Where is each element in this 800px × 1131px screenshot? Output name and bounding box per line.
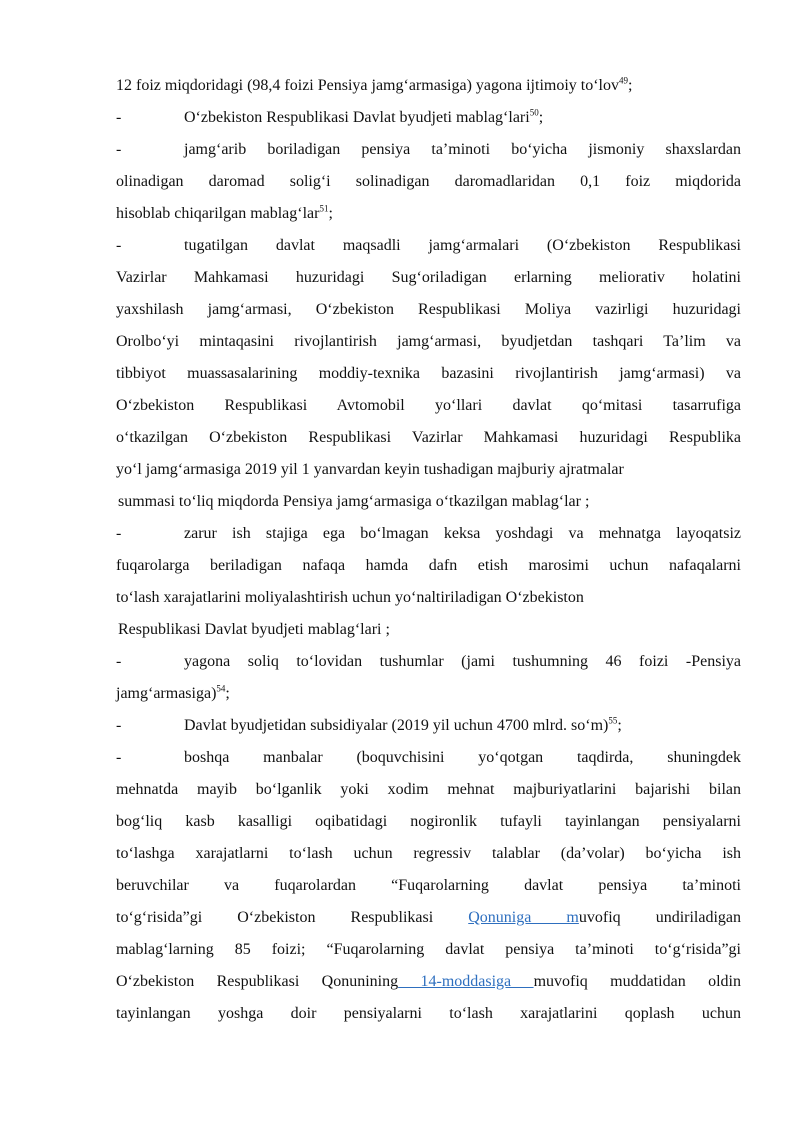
text: O‘zbekiston Respublikasi Davlat byudjeti mablag‘lari$^{50}$; bbox=[184, 107, 544, 126]
document-page bbox=[116, 70, 741, 1030]
bullet-dash: - bbox=[116, 109, 122, 126]
text: yagona soliq to‘lovidan tushumlar (jami tushumning 46 foizi -Pensiya bbox=[184, 653, 741, 670]
text: tugatilgan davlat maqsadli jamg‘armalari (O‘zbekiston Respublikasi bbox=[184, 237, 741, 254]
bullet-item bbox=[116, 518, 741, 550]
text-line: yaxshilash jamg‘armasi, O‘zbekiston Respublikasi Moliya vazirligi huzuridagi bbox=[116, 301, 741, 318]
text-line: Vazirlar Mahkamasi huzuridagi Sug‘oriladigan erlarning meliorativ holatini bbox=[116, 269, 741, 286]
bullet-item bbox=[116, 710, 741, 742]
bullet-item bbox=[116, 102, 741, 134]
bullet-dash: - bbox=[116, 653, 122, 670]
article-link[interactable]: 14-moddasiga bbox=[398, 973, 534, 990]
text: ; bbox=[628, 77, 633, 94]
text: jamg‘arib boriladigan pensiya ta’minoti bo‘yicha jismoniy shaxslardan bbox=[184, 141, 741, 158]
text-line: Orolbo‘yi mintaqasini rivojlantirish jamg‘armasi, byudjetdan tashqari Ta’lim va bbox=[116, 333, 741, 350]
text-line: tayinlangan yoshga doir pensiyalarni to‘lash xarajatlarini qoplash uchun bbox=[116, 1005, 741, 1022]
text-line: to‘lashga xarajatlarni to‘lash uchun regressiv talablar (da’volar) bo‘yicha ish bbox=[116, 845, 741, 862]
bullet-dash: - bbox=[116, 749, 122, 766]
bullet-dash: - bbox=[116, 237, 122, 254]
footnote-ref: 54 bbox=[216, 683, 226, 694]
bullet-item bbox=[116, 230, 741, 262]
text-line: mehnatda mayib bo‘lganlik yoki xodim mehnat majburiyatlarini bajarishi bilan bbox=[116, 781, 741, 798]
text-line: O‘zbekiston Respublikasi Avtomobil yo‘llari davlat qo‘mitasi tasarrufiga bbox=[116, 397, 741, 414]
text-line: hisoblab chiqarilgan mablag‘lar$^{51}$; bbox=[116, 203, 333, 222]
bullet-dash: - bbox=[116, 141, 122, 158]
text: boshqa manbalar (boquvchisini yo‘qotgan taqdirda, shuningdek bbox=[184, 749, 741, 766]
text-line: tibbiyot muassasalarining moddiy-texnika bazasini rivojlantirish jamg‘armasi) va bbox=[116, 365, 741, 382]
text-line: beruvchilar va fuqarolardan “Fuqarolarning davlat pensiya ta’minoti bbox=[116, 877, 741, 894]
text-line: O‘zbekiston Respublikasi Qonunining 14-moddasiga muvofiq muddatidan oldin bbox=[116, 973, 742, 990]
footnote-ref: 51 bbox=[319, 203, 329, 214]
text-line bbox=[116, 70, 741, 102]
text-line: o‘tkazilgan O‘zbekiston Respublikasi Vazirlar Mahkamasi huzuridagi Respublika bbox=[116, 429, 741, 446]
text-line: mablag‘larning 85 foizi; “Fuqarolarning davlat pensiya ta’minoti to‘g‘risida”gi bbox=[116, 941, 741, 958]
footnote-ref: 49 bbox=[619, 75, 628, 86]
text: zarur ish stajiga ega bo‘lmagan keksa yoshdagi va mehnatga layoqatsiz bbox=[184, 525, 741, 542]
text-line: yo‘l jamg‘armasiga 2019 yil 1 yanvardan keyin tushadigan majburiy ajratmalar bbox=[116, 461, 624, 478]
bullet-item bbox=[116, 742, 741, 774]
text-line: bog‘liq kasb kasalligi oqibatidagi nogironlik tufayli tayinlangan pensiyalarni bbox=[116, 813, 741, 830]
footnote-ref: 50 bbox=[529, 107, 539, 118]
text-line: fuqarolarga beriladigan nafaqa hamda dafn etish marosimi uchun nafaqalarni bbox=[116, 557, 741, 574]
bullet-item bbox=[116, 134, 741, 166]
text: 12 foiz miqdoridagi (98,4 foizi Pensiya jamg‘armasiga) yagona ijtimoiy to‘lov bbox=[116, 77, 619, 94]
text-line: summasi to‘liq miqdorda Pensiya jamg‘armasiga o‘tkazilgan mablag‘lar ; bbox=[118, 493, 590, 510]
bullet-dash: - bbox=[116, 717, 122, 734]
text-line: olinadigan daromad solig‘i solinadigan daromadlaridan 0,1 foiz miqdorida bbox=[116, 173, 741, 190]
text-line: to‘lash xarajatlarini moliyalashtirish uchun yo‘naltiriladigan O‘zbekiston bbox=[116, 589, 584, 606]
footnote-ref: 55 bbox=[608, 715, 618, 726]
text-line: jamg‘armasiga)$^{54}$; bbox=[116, 683, 230, 702]
law-link[interactable]: Qonuniga m bbox=[468, 909, 579, 926]
text: Davlat byudjetidan subsidiyalar (2019 yil uchun 4700 mlrd. so‘m)$^{55}$; bbox=[184, 715, 622, 734]
text-line: Respublikasi Davlat byudjeti mablag‘lari ; bbox=[118, 621, 390, 638]
bullet-item bbox=[116, 646, 741, 678]
bullet-dash: - bbox=[116, 525, 122, 542]
text-line: to‘g‘risida”gi O‘zbekiston Respublikasi Qonuniga muvofiq undiriladigan bbox=[116, 909, 742, 926]
